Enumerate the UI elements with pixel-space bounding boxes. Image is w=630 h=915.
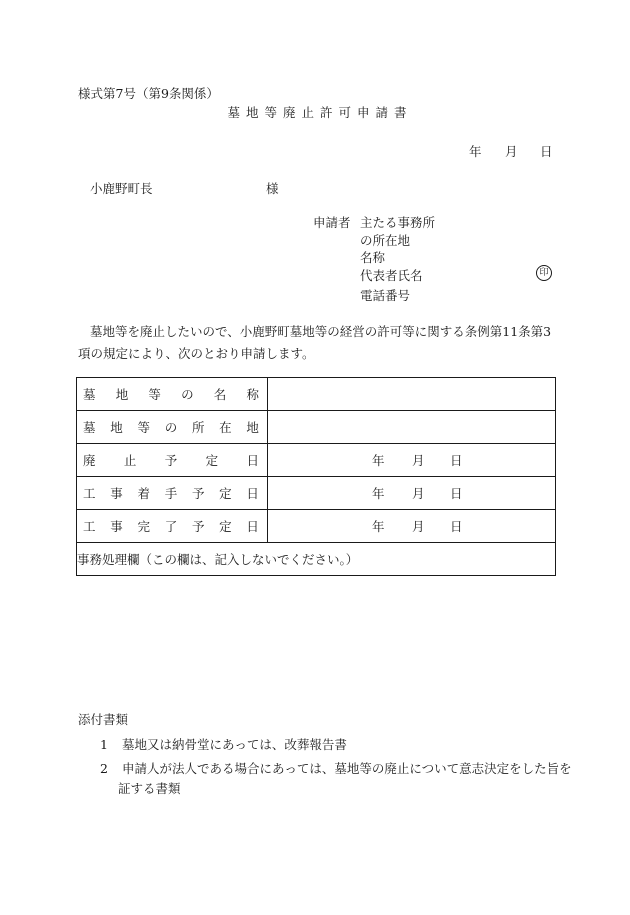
row-label-char: 定 <box>219 519 232 534</box>
office-use-label: 事務処理欄（この欄は、記入しないでください。） <box>77 552 359 567</box>
row-label-char: 着 <box>137 486 150 501</box>
row-label-char: 事 <box>110 486 123 501</box>
seal-mark: 印 <box>536 265 552 281</box>
date-year-unit: 年 <box>372 453 385 468</box>
date-year-unit: 年 <box>372 486 385 501</box>
date-year-label: 年 <box>469 144 482 159</box>
row-label-char: 予 <box>164 453 178 468</box>
row-label-char: の <box>164 420 178 435</box>
row-label-char: 予 <box>191 486 205 501</box>
attachment-text: 申請人が法人である場合にあっては、墓地等の廃止について意志決定をした旨を <box>121 761 572 776</box>
row-label-char: 予 <box>191 519 205 534</box>
construction-start-date-field[interactable] <box>268 477 556 510</box>
office-use-area <box>77 543 556 576</box>
row-label-char: 廃 <box>83 453 96 468</box>
table-row <box>77 543 556 576</box>
row-label-char: 日 <box>246 486 259 501</box>
row-label-construction-start-date <box>77 477 268 510</box>
row-label-char: 日 <box>246 519 259 534</box>
row-label-abolition-date <box>77 444 268 477</box>
cemetery-location-field[interactable] <box>268 411 556 444</box>
row-label-char: 所 <box>191 420 205 435</box>
addressee-honorific: 様 <box>266 181 279 196</box>
row-label-char: 墓 <box>83 387 96 402</box>
row-label-char: 称 <box>246 387 259 402</box>
row-label-char: 事 <box>110 519 123 534</box>
date-day-unit: 日 <box>450 519 463 534</box>
date-day-unit: 日 <box>450 486 463 501</box>
date-month-unit: 月 <box>412 519 425 534</box>
table-row <box>77 378 556 411</box>
row-label-construction-end-date <box>77 510 268 543</box>
date-month-unit: 月 <box>412 453 425 468</box>
form-number: 様式第7号（第9条関係） <box>78 86 219 101</box>
applicant-name-label: 名称 <box>360 250 386 265</box>
row-label-char: 工 <box>83 519 96 534</box>
applicant-office-label: 主たる事務所 <box>360 215 436 230</box>
attachment-item <box>100 735 347 753</box>
attachments-heading: 添付書類 <box>78 712 129 727</box>
attachment-number: 2 <box>100 761 108 776</box>
application-table <box>76 377 556 576</box>
row-label-char: 日 <box>246 453 259 468</box>
application-statement: 墓地等を廃止したいので、小鹿野町墓地等の経営の許可等に関する条例第11条第3項の規定により、次のとおり申請します。 <box>78 324 552 361</box>
row-label-char: 等 <box>148 387 161 402</box>
table-row <box>77 444 556 477</box>
attachment-number: 1 <box>100 737 108 752</box>
date-year-unit: 年 <box>372 519 385 534</box>
row-label-char: 定 <box>219 486 232 501</box>
row-label-char: 工 <box>83 486 96 501</box>
construction-end-date-field[interactable] <box>268 510 556 543</box>
document-title: 墓地等廃止許可申請書 <box>227 105 413 120</box>
row-label-char: 定 <box>205 453 219 468</box>
row-label-cemetery-name <box>77 378 268 411</box>
applicant-phone-label: 電話番号 <box>360 288 411 303</box>
date-day-unit: 日 <box>450 453 463 468</box>
row-label-char: 地 <box>246 420 259 435</box>
applicant-address-label: の所在地 <box>360 233 411 248</box>
table-row <box>77 510 556 543</box>
date-month-label: 月 <box>505 144 518 159</box>
cemetery-name-field[interactable] <box>268 378 556 411</box>
row-label-char: 地 <box>115 387 129 402</box>
row-label-char: 名 <box>213 387 227 402</box>
attachment-item <box>100 759 572 777</box>
table-row <box>77 411 556 444</box>
row-label-char: 了 <box>164 519 178 534</box>
row-label-char: 墓 <box>83 420 96 435</box>
attachment-text-continued: 証する書類 <box>118 781 181 796</box>
applicant-representative-label: 代表者氏名 <box>360 268 423 283</box>
row-label-char: 完 <box>137 519 150 534</box>
addressee-name: 小鹿野町長 <box>90 181 153 196</box>
row-label-char: 在 <box>219 420 232 435</box>
date-day-label: 日 <box>540 144 553 159</box>
abolition-date-field[interactable] <box>268 444 556 477</box>
row-label-cemetery-location <box>77 411 268 444</box>
attachment-text: 墓地又は納骨堂にあっては、改葬報告書 <box>121 737 347 752</box>
applicant-label: 申請者 <box>313 215 351 230</box>
table-row <box>77 477 556 510</box>
row-label-char: 地 <box>110 420 123 435</box>
row-label-char: 止 <box>123 453 137 468</box>
row-label-char: の <box>181 387 194 402</box>
date-month-unit: 月 <box>412 486 425 501</box>
row-label-char: 手 <box>164 486 178 501</box>
row-label-char: 等 <box>137 420 150 435</box>
